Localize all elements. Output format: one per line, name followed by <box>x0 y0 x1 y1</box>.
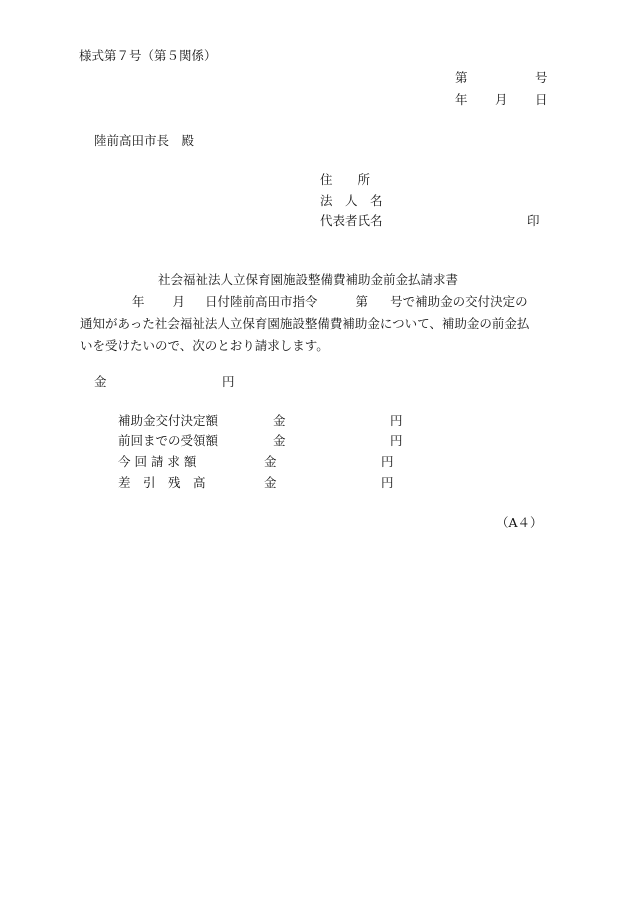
breakdown-yen-received: 円 <box>390 433 403 448</box>
address-label: 住 所 <box>320 172 371 187</box>
body-year: 年 <box>132 294 145 309</box>
paragraph-line-3: いを受けたいので、次のとおり請求します。 <box>80 338 329 353</box>
corp-name-label: 法 人 名 <box>320 193 383 208</box>
breakdown-kin-balance: 金 <box>264 475 277 490</box>
paper-size: （A４） <box>496 515 543 530</box>
addressee: 陸前高田市長 殿 <box>94 133 195 148</box>
paragraph-line-1 <box>80 291 548 313</box>
body-dai: 第 <box>355 294 369 309</box>
breakdown-yen-current: 円 <box>381 454 394 469</box>
paragraph-line-2: 通知があった社会福祉法人立保育園施設整備費補助金について、補助金の前金払 <box>80 316 530 331</box>
breakdown-kin-received: 金 <box>273 433 286 448</box>
breakdown-label-received: 前回までの受領額 <box>118 433 219 448</box>
document-title: 社会福祉法人立保育園施設整備費補助金前金払請求書 <box>158 272 459 287</box>
breakdown-kin-current: 金 <box>264 454 277 469</box>
breakdown-yen-decided: 円 <box>390 413 403 428</box>
date-month: 月 <box>495 92 508 107</box>
request-paragraph <box>80 291 548 357</box>
date-year: 年 <box>455 92 468 107</box>
breakdown-label-current: 今 回 請 求 額 <box>118 454 197 469</box>
date-day: 日 <box>535 92 548 107</box>
body-month: 月 <box>172 294 186 309</box>
body-date-ref: 日付陸前高田市指令 <box>205 294 318 309</box>
breakdown-label-balance: 差 引 残 高 <box>118 475 206 490</box>
doc-number-suffix: 号 <box>535 70 548 85</box>
doc-number-prefix: 第 <box>455 70 468 85</box>
amount-yen: 円 <box>222 374 235 389</box>
amount-kin: 金 <box>94 374 107 389</box>
breakdown-label-decided: 補助金交付決定額 <box>118 413 219 428</box>
form-number: 様式第７号（第５関係） <box>79 48 217 63</box>
representative-label: 代表者氏名 <box>320 213 383 228</box>
seal-mark: 印 <box>527 213 540 228</box>
breakdown-kin-decided: 金 <box>273 413 286 428</box>
breakdown-yen-balance: 円 <box>381 475 394 490</box>
body-rest-1: 号で補助金の交付決定の <box>390 294 528 309</box>
